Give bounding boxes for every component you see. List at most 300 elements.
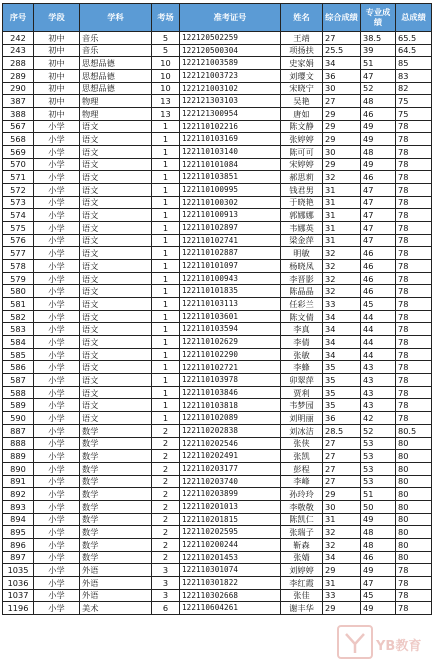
cell-room: 2 xyxy=(152,437,180,450)
cell-stage: 小学 xyxy=(34,298,80,311)
cell-stage: 小学 xyxy=(34,171,80,184)
table-row xyxy=(3,513,432,526)
table-row xyxy=(3,171,432,184)
cell-composite-score: 31 xyxy=(323,576,361,589)
cell-professional-score: 49 xyxy=(361,158,396,171)
cell-composite-score: 35 xyxy=(323,386,361,399)
cell-ticket-no: 122110103169 xyxy=(180,133,281,146)
cell-stage: 小学 xyxy=(34,412,80,425)
table-row xyxy=(3,234,432,247)
cell-ticket-no: 122110102897 xyxy=(180,222,281,235)
cell-stage: 小学 xyxy=(34,260,80,273)
cell-professional-score: 48 xyxy=(361,538,396,551)
cell-seq: 572 xyxy=(3,184,34,197)
cell-name: 李敬敬 xyxy=(281,500,323,513)
cell-ticket-no: 122110103594 xyxy=(180,323,281,336)
cell-subject: 语文 xyxy=(80,374,152,387)
cell-room: 2 xyxy=(152,526,180,539)
cell-total-score: 82 xyxy=(396,82,432,95)
cell-professional-score: 38.5 xyxy=(361,32,396,45)
table-row xyxy=(3,386,432,399)
cell-composite-score: 36 xyxy=(323,70,361,83)
cell-ticket-no: 122110201815 xyxy=(180,513,281,526)
cell-seq: 579 xyxy=(3,272,34,285)
cell-room: 1 xyxy=(152,234,180,247)
cell-stage: 小学 xyxy=(34,589,80,602)
cell-stage: 小学 xyxy=(34,222,80,235)
cell-seq: 583 xyxy=(3,323,34,336)
cell-seq: 586 xyxy=(3,361,34,374)
table-row xyxy=(3,576,432,589)
table-row xyxy=(3,412,432,425)
cell-subject: 思想品德 xyxy=(80,57,152,70)
cell-name: 谢丰华 xyxy=(281,602,323,615)
cell-stage: 小学 xyxy=(34,323,80,336)
cell-total-score: 78 xyxy=(396,222,432,235)
cell-professional-score: 47 xyxy=(361,576,396,589)
cell-room: 1 xyxy=(152,298,180,311)
cell-subject: 外语 xyxy=(80,564,152,577)
cell-professional-score: 53 xyxy=(361,437,396,450)
cell-room: 1 xyxy=(152,120,180,133)
cell-seq: 589 xyxy=(3,399,34,412)
cell-subject: 语文 xyxy=(80,234,152,247)
cell-subject: 数学 xyxy=(80,437,152,450)
cell-total-score: 80 xyxy=(396,437,432,450)
cell-subject: 语文 xyxy=(80,209,152,222)
cell-name: 刘明丽 xyxy=(281,412,323,425)
cell-composite-score: 35 xyxy=(323,361,361,374)
cell-total-score: 80 xyxy=(396,513,432,526)
cell-subject: 数学 xyxy=(80,450,152,463)
cell-subject: 语文 xyxy=(80,196,152,209)
cell-name: 李红霞 xyxy=(281,576,323,589)
table-row xyxy=(3,538,432,551)
cell-room: 10 xyxy=(152,82,180,95)
cell-ticket-no: 122121303103 xyxy=(180,95,281,108)
cell-composite-score: 29 xyxy=(323,602,361,615)
cell-total-score: 75 xyxy=(396,95,432,108)
table-row xyxy=(3,551,432,564)
cell-name: 吴艳 xyxy=(281,95,323,108)
cell-name: 陈凯仁 xyxy=(281,513,323,526)
cell-seq: 887 xyxy=(3,424,34,437)
cell-name: 宋婷婷 xyxy=(281,158,323,171)
watermark-logo xyxy=(336,620,428,664)
cell-composite-score: 34 xyxy=(323,348,361,361)
cell-name: 史家娟 xyxy=(281,57,323,70)
cell-seq: 571 xyxy=(3,171,34,184)
cell-subject: 数学 xyxy=(80,488,152,501)
cell-seq: 574 xyxy=(3,209,34,222)
cell-ticket-no: 122110203899 xyxy=(180,488,281,501)
cell-subject: 语文 xyxy=(80,336,152,349)
cell-total-score: 78 xyxy=(396,158,432,171)
cell-seq: 895 xyxy=(3,526,34,539)
score-table xyxy=(2,3,432,615)
table-row xyxy=(3,57,432,70)
cell-name: 于晓艳 xyxy=(281,196,323,209)
cell-room: 10 xyxy=(152,70,180,83)
cell-name: 陈文倩 xyxy=(281,310,323,323)
cell-professional-score: 51 xyxy=(361,57,396,70)
cell-total-score: 78 xyxy=(396,209,432,222)
cell-stage: 小学 xyxy=(34,133,80,146)
cell-subject: 数学 xyxy=(80,475,152,488)
cell-ticket-no: 122110102721 xyxy=(180,361,281,374)
cell-composite-score: 29 xyxy=(323,488,361,501)
cell-room: 1 xyxy=(152,348,180,361)
table-row xyxy=(3,247,432,260)
cell-total-score: 78 xyxy=(396,133,432,146)
cell-professional-score: 43 xyxy=(361,374,396,387)
cell-room: 5 xyxy=(152,32,180,45)
cell-stage: 小学 xyxy=(34,348,80,361)
cell-subject: 语文 xyxy=(80,323,152,336)
cell-professional-score: 52 xyxy=(361,424,396,437)
cell-professional-score: 48 xyxy=(361,526,396,539)
cell-subject: 数学 xyxy=(80,551,152,564)
cell-seq: 582 xyxy=(3,310,34,323)
cell-total-score: 78 xyxy=(396,361,432,374)
cell-subject: 语文 xyxy=(80,247,152,260)
table-row xyxy=(3,399,432,412)
cell-name: 任彩兰 xyxy=(281,298,323,311)
cell-stage: 初中 xyxy=(34,108,80,121)
cell-seq: 288 xyxy=(3,57,34,70)
header-row xyxy=(3,4,432,32)
cell-stage: 小学 xyxy=(34,424,80,437)
cell-name: 郝思莉 xyxy=(281,171,323,184)
cell-total-score: 80 xyxy=(396,500,432,513)
cell-room: 1 xyxy=(152,374,180,387)
cell-subject: 语文 xyxy=(80,171,152,184)
cell-total-score: 80 xyxy=(396,462,432,475)
cell-ticket-no: 122110101835 xyxy=(180,285,281,298)
cell-ticket-no: 122110203740 xyxy=(180,475,281,488)
cell-professional-score: 49 xyxy=(361,602,396,615)
cell-name: 陈晶晶 xyxy=(281,285,323,298)
cell-name: 贾利 xyxy=(281,386,323,399)
cell-seq: 578 xyxy=(3,260,34,273)
cell-seq: 567 xyxy=(3,120,34,133)
cell-composite-score: 27 xyxy=(323,450,361,463)
cell-stage: 小学 xyxy=(34,247,80,260)
cell-ticket-no: 122110202491 xyxy=(180,450,281,463)
cell-total-score: 78 xyxy=(396,386,432,399)
cell-ticket-no: 122110202595 xyxy=(180,526,281,539)
table-row xyxy=(3,374,432,387)
cell-name: 明敏 xyxy=(281,247,323,260)
cell-ticket-no: 122110103846 xyxy=(180,386,281,399)
cell-ticket-no: 122110102887 xyxy=(180,247,281,260)
cell-composite-score: 27 xyxy=(323,32,361,45)
cell-stage: 小学 xyxy=(34,399,80,412)
cell-ticket-no: 122110201453 xyxy=(180,551,281,564)
cell-subject: 语文 xyxy=(80,348,152,361)
cell-name: 项扬扶 xyxy=(281,44,323,57)
cell-total-score: 78 xyxy=(396,171,432,184)
cell-composite-score: 31 xyxy=(323,209,361,222)
table-row xyxy=(3,462,432,475)
cell-seq: 897 xyxy=(3,551,34,564)
cell-total-score: 78 xyxy=(396,602,432,615)
cell-ticket-no: 122110200244 xyxy=(180,538,281,551)
cell-composite-score: 32 xyxy=(323,272,361,285)
table-row xyxy=(3,310,432,323)
cell-composite-score: 34 xyxy=(323,323,361,336)
cell-room: 6 xyxy=(152,602,180,615)
cell-name: 孙玲玲 xyxy=(281,488,323,501)
cell-ticket-no: 122110103140 xyxy=(180,146,281,159)
cell-total-score: 64.5 xyxy=(396,44,432,57)
cell-name: 彭程 xyxy=(281,462,323,475)
cell-room: 1 xyxy=(152,146,180,159)
table-row xyxy=(3,424,432,437)
cell-subject: 语文 xyxy=(80,386,152,399)
cell-ticket-no: 122121003723 xyxy=(180,70,281,83)
cell-room: 1 xyxy=(152,184,180,197)
cell-seq: 242 xyxy=(3,32,34,45)
cell-seq: 568 xyxy=(3,133,34,146)
cell-composite-score: 31 xyxy=(323,196,361,209)
cell-ticket-no: 122110100943 xyxy=(180,272,281,285)
cell-room: 2 xyxy=(152,500,180,513)
table-row xyxy=(3,589,432,602)
cell-subject: 数学 xyxy=(80,500,152,513)
cell-subject: 语文 xyxy=(80,260,152,273)
cell-room: 1 xyxy=(152,285,180,298)
cell-seq: 1037 xyxy=(3,589,34,602)
cell-room: 1 xyxy=(152,209,180,222)
cell-total-score: 83 xyxy=(396,70,432,83)
cell-subject: 语文 xyxy=(80,412,152,425)
cell-professional-score: 53 xyxy=(361,475,396,488)
cell-total-score: 78 xyxy=(396,146,432,159)
table-row xyxy=(3,260,432,273)
table-row xyxy=(3,298,432,311)
cell-ticket-no: 122110301822 xyxy=(180,576,281,589)
cell-name: 李蜂 xyxy=(281,361,323,374)
cell-seq: 893 xyxy=(3,500,34,513)
cell-name: 唐如 xyxy=(281,108,323,121)
cell-ticket-no: 122110102629 xyxy=(180,336,281,349)
cell-stage: 初中 xyxy=(34,82,80,95)
cell-total-score: 80 xyxy=(396,538,432,551)
cell-room: 1 xyxy=(152,260,180,273)
cell-subject: 语文 xyxy=(80,298,152,311)
cell-professional-score: 47 xyxy=(361,209,396,222)
cell-subject: 语文 xyxy=(80,120,152,133)
cell-ticket-no: 122110102741 xyxy=(180,234,281,247)
cell-subject: 数学 xyxy=(80,526,152,539)
cell-total-score: 80 xyxy=(396,450,432,463)
cell-composite-score: 33 xyxy=(323,298,361,311)
cell-composite-score: 31 xyxy=(323,234,361,247)
cell-name: 郭娜娜 xyxy=(281,209,323,222)
cell-stage: 小学 xyxy=(34,538,80,551)
cell-composite-score: 34 xyxy=(323,336,361,349)
cell-stage: 小学 xyxy=(34,386,80,399)
cell-total-score: 80 xyxy=(396,551,432,564)
cell-ticket-no: 122110201013 xyxy=(180,500,281,513)
cell-total-score: 78 xyxy=(396,399,432,412)
cell-professional-score: 46 xyxy=(361,108,396,121)
table-row xyxy=(3,361,432,374)
cell-ticket-no: 122110102290 xyxy=(180,348,281,361)
cell-seq: 590 xyxy=(3,412,34,425)
cell-room: 1 xyxy=(152,196,180,209)
cell-room: 1 xyxy=(152,323,180,336)
cell-total-score: 80.5 xyxy=(396,424,432,437)
cell-total-score: 78 xyxy=(396,285,432,298)
table-row xyxy=(3,336,432,349)
header-cell: 综合成绩 xyxy=(323,4,361,32)
cell-name: 刘冰洁 xyxy=(281,424,323,437)
cell-total-score: 78 xyxy=(396,310,432,323)
cell-stage: 小学 xyxy=(34,272,80,285)
cell-composite-score: 29 xyxy=(323,120,361,133)
cell-composite-score: 27 xyxy=(323,437,361,450)
cell-composite-score: 33 xyxy=(323,589,361,602)
cell-subject: 语文 xyxy=(80,285,152,298)
cell-professional-score: 52 xyxy=(361,82,396,95)
cell-stage: 小学 xyxy=(34,551,80,564)
cell-professional-score: 48 xyxy=(361,95,396,108)
cell-ticket-no: 122110103113 xyxy=(180,298,281,311)
cell-composite-score: 32 xyxy=(323,526,361,539)
cell-room: 1 xyxy=(152,158,180,171)
cell-total-score: 78 xyxy=(396,374,432,387)
cell-room: 1 xyxy=(152,399,180,412)
table-row xyxy=(3,95,432,108)
cell-seq: 577 xyxy=(3,247,34,260)
cell-seq: 1036 xyxy=(3,576,34,589)
cell-stage: 小学 xyxy=(34,234,80,247)
cell-professional-score: 49 xyxy=(361,120,396,133)
cell-professional-score: 44 xyxy=(361,310,396,323)
cell-composite-score: 31 xyxy=(323,222,361,235)
cell-total-score: 78 xyxy=(396,196,432,209)
cell-seq: 290 xyxy=(3,82,34,95)
table-row xyxy=(3,32,432,45)
header-cell: 姓名 xyxy=(281,4,323,32)
cell-composite-score: 32 xyxy=(323,171,361,184)
table-row xyxy=(3,450,432,463)
cell-room: 1 xyxy=(152,386,180,399)
cell-seq: 891 xyxy=(3,475,34,488)
cell-seq: 570 xyxy=(3,158,34,171)
cell-composite-score: 32 xyxy=(323,538,361,551)
cell-ticket-no: 122110100913 xyxy=(180,209,281,222)
cell-professional-score: 43 xyxy=(361,386,396,399)
cell-composite-score: 31 xyxy=(323,184,361,197)
table-row xyxy=(3,272,432,285)
cell-seq: 896 xyxy=(3,538,34,551)
cell-subject: 语文 xyxy=(80,222,152,235)
cell-stage: 小学 xyxy=(34,361,80,374)
cell-name: 张敏 xyxy=(281,348,323,361)
cell-stage: 小学 xyxy=(34,488,80,501)
cell-room: 1 xyxy=(152,336,180,349)
cell-ticket-no: 122110202546 xyxy=(180,437,281,450)
cell-name: 张婧 xyxy=(281,551,323,564)
cell-total-score: 78 xyxy=(396,272,432,285)
cell-name: 韦梦园 xyxy=(281,399,323,412)
cell-professional-score: 45 xyxy=(361,589,396,602)
cell-composite-score: 29 xyxy=(323,108,361,121)
cell-professional-score: 47 xyxy=(361,184,396,197)
cell-subject: 语文 xyxy=(80,310,152,323)
cell-subject: 外语 xyxy=(80,576,152,589)
cell-total-score: 80 xyxy=(396,526,432,539)
cell-seq: 894 xyxy=(3,513,34,526)
cell-stage: 初中 xyxy=(34,70,80,83)
cell-stage: 小学 xyxy=(34,564,80,577)
cell-stage: 小学 xyxy=(34,462,80,475)
cell-name: 李峰 xyxy=(281,475,323,488)
cell-ticket-no: 122110101097 xyxy=(180,260,281,273)
cell-ticket-no: 122120502259 xyxy=(180,32,281,45)
cell-room: 2 xyxy=(152,475,180,488)
cell-ticket-no: 122110100302 xyxy=(180,196,281,209)
cell-total-score: 78 xyxy=(396,576,432,589)
cell-ticket-no: 122110103818 xyxy=(180,399,281,412)
cell-total-score: 78 xyxy=(396,412,432,425)
cell-stage: 小学 xyxy=(34,336,80,349)
cell-total-score: 78 xyxy=(396,260,432,273)
cell-ticket-no: 122110103601 xyxy=(180,310,281,323)
cell-stage: 小学 xyxy=(34,513,80,526)
header-cell: 序号 xyxy=(3,4,34,32)
cell-composite-score: 30 xyxy=(323,500,361,513)
cell-professional-score: 50 xyxy=(361,500,396,513)
cell-professional-score: 51 xyxy=(361,488,396,501)
cell-name: 张瑞子 xyxy=(281,526,323,539)
table-row xyxy=(3,158,432,171)
table-row xyxy=(3,120,432,133)
cell-subject: 物理 xyxy=(80,108,152,121)
cell-ticket-no: 122110102089 xyxy=(180,412,281,425)
cell-name: 钱君男 xyxy=(281,184,323,197)
cell-seq: 576 xyxy=(3,234,34,247)
cell-seq: 581 xyxy=(3,298,34,311)
cell-subject: 语文 xyxy=(80,399,152,412)
header-cell: 考场 xyxy=(152,4,180,32)
cell-professional-score: 44 xyxy=(361,348,396,361)
cell-room: 1 xyxy=(152,272,180,285)
cell-total-score: 85 xyxy=(396,57,432,70)
cell-name: 李倩 xyxy=(281,336,323,349)
cell-ticket-no: 122110202838 xyxy=(180,424,281,437)
cell-seq: 587 xyxy=(3,374,34,387)
cell-subject: 数学 xyxy=(80,513,152,526)
table-header xyxy=(3,4,432,32)
cell-total-score: 78 xyxy=(396,323,432,336)
cell-professional-score: 43 xyxy=(361,361,396,374)
cell-room: 2 xyxy=(152,450,180,463)
cell-seq: 1035 xyxy=(3,564,34,577)
table-row xyxy=(3,133,432,146)
table-row xyxy=(3,209,432,222)
cell-subject: 语文 xyxy=(80,272,152,285)
cell-room: 1 xyxy=(152,361,180,374)
cell-room: 3 xyxy=(152,589,180,602)
cell-subject: 数学 xyxy=(80,462,152,475)
cell-name: 李晋影 xyxy=(281,272,323,285)
table-row xyxy=(3,437,432,450)
cell-composite-score: 36 xyxy=(323,412,361,425)
